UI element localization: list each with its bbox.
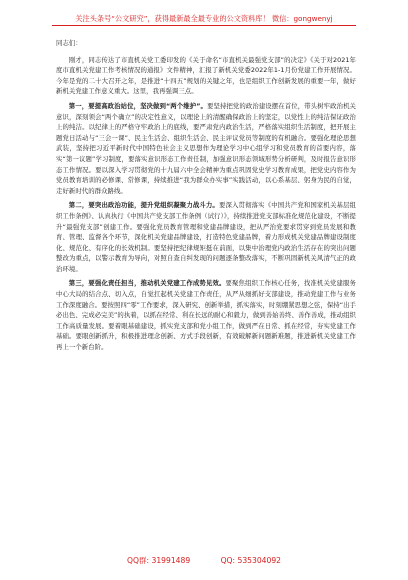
paragraph-intro [56, 55, 356, 97]
paragraph-heading: 第一，要提高政治站位，坚决做到“两个维护”。 [68, 101, 207, 110]
document-body [56, 38, 356, 353]
paragraph-heading: 第三，要强化责任担当，推动机关党建工作成势见效。 [68, 279, 226, 288]
footer-qq-group: QQ群: 31991489 [126, 556, 191, 565]
paragraph-text: 刚才，同志传达了市直机关党工委印发的《关于命名“市直机关最强党支部”的决定》《关于对2021年度市直机关党建工作考核情况的通报》文件精神，汇报了新机关党委2022年1-1月份党建工作开展情况。今年是党的二十大召开之年，是推进“十四五”规划的关键之年，也是组织工作创新发展的重要一年，做好新机关党建工作意义重大。这里，我再强调三点。 [56, 55, 356, 96]
paragraph-point-3 [56, 278, 356, 352]
paragraph-text: 要坚持把党的政治建设摆在首位，带头树牢政治机关意识，深刻领会“两个确立”的决定性意义，以理论上的清醒确保政治上的坚定，以党性上的纯洁保证政治上的纯洁。以纪律上的严格守牢政治上的底线，要严肃党内政治生活，严格落实组织生活制度，把开展主题党日活动与“三会一课”、民主生活会、组织生活会、民主评议党员等制度的有机融合。要强化理论思想武装，坚持把习近平新时代中国特色社会主义思想作为理论学习中心组学习和党员教育的首要内容，落实“第一议题”学习制度，要落实意识形态工作责任制，加强意识形态领域形势分析研判，及时报告意识形态工作情况。要以深入学习贯彻党的十九届六中全会精神为重点巩固党史学习教育成果，把党史内容作为党员教育培训的必修课、常修课，持续推进“我为群众办实事”实践活动，以心系基层、躬身为民的自觉，走好新时代的群众路线。 [56, 101, 356, 195]
footer [0, 555, 408, 566]
header-divider [52, 25, 356, 26]
paragraph-text: 要聚焦组织工作核心任务，找准机关党建服务中心大局的结合点、切入点，自觉扛起机关党建工作责任，从严从细抓好支部建设，推动党建工作与业务工作深度融合。要按照四“零”工作要求，深入研究、创新举措，抓实落实，时刻绷紧思想之弦，保持“出手必出色、完成必完美”的执着，以抓在经常、利在长远的耐心和毅力，做到善始善终、善作善成，推动组织工作高质量发展。要着眼基础建设，抓实党支部和党小组工作，做到严在日常、抓在经常，夯实党建工作基础。要眼创新抓升，积极推进理念创新、方式手段创新，有效破解新问题新难题，推进新机关党建工作再上一个新台阶。 [56, 279, 356, 352]
paragraph-point-2 [56, 200, 356, 274]
header-banner: 关注头条号“公文研究”，获得最新最全最专业的公文资料库！ 微信：gongwenyj [75, 14, 333, 23]
paragraph-text: 要深入贯彻落实《中国共产党和国家机关基层组织工作条例》、认真执行《中国共产党支部工作条例（试行）》，持续推进党支部标准化规范化建设，不断提升“最强党支部”创建工作。要强化党员教育管理和党建品牌建设，把从严治党要求贯穿到党员发展和教育、管理、监督各个环节，深化机关党建品牌建设，打造特色党建品牌，着力形成机关党建品牌建设制度化、规范化、有序化的长效机制。要坚持把纪律规矩挺在前面，以集中治理党内政治生活存在的突出问题整改为重点，以警示教育为导向，对照自查自纠发现的问题逐条整改落实，不断巩固新机关风清气正的政治环境。 [56, 201, 356, 273]
salutation: 同志们： [56, 39, 82, 47]
paragraph-heading: 第二，要突出政治功能，提升党组织凝聚力战斗力。 [68, 201, 219, 210]
footer-qq: QQ: 535304092 [220, 556, 281, 565]
paragraph-point-1 [56, 101, 356, 196]
